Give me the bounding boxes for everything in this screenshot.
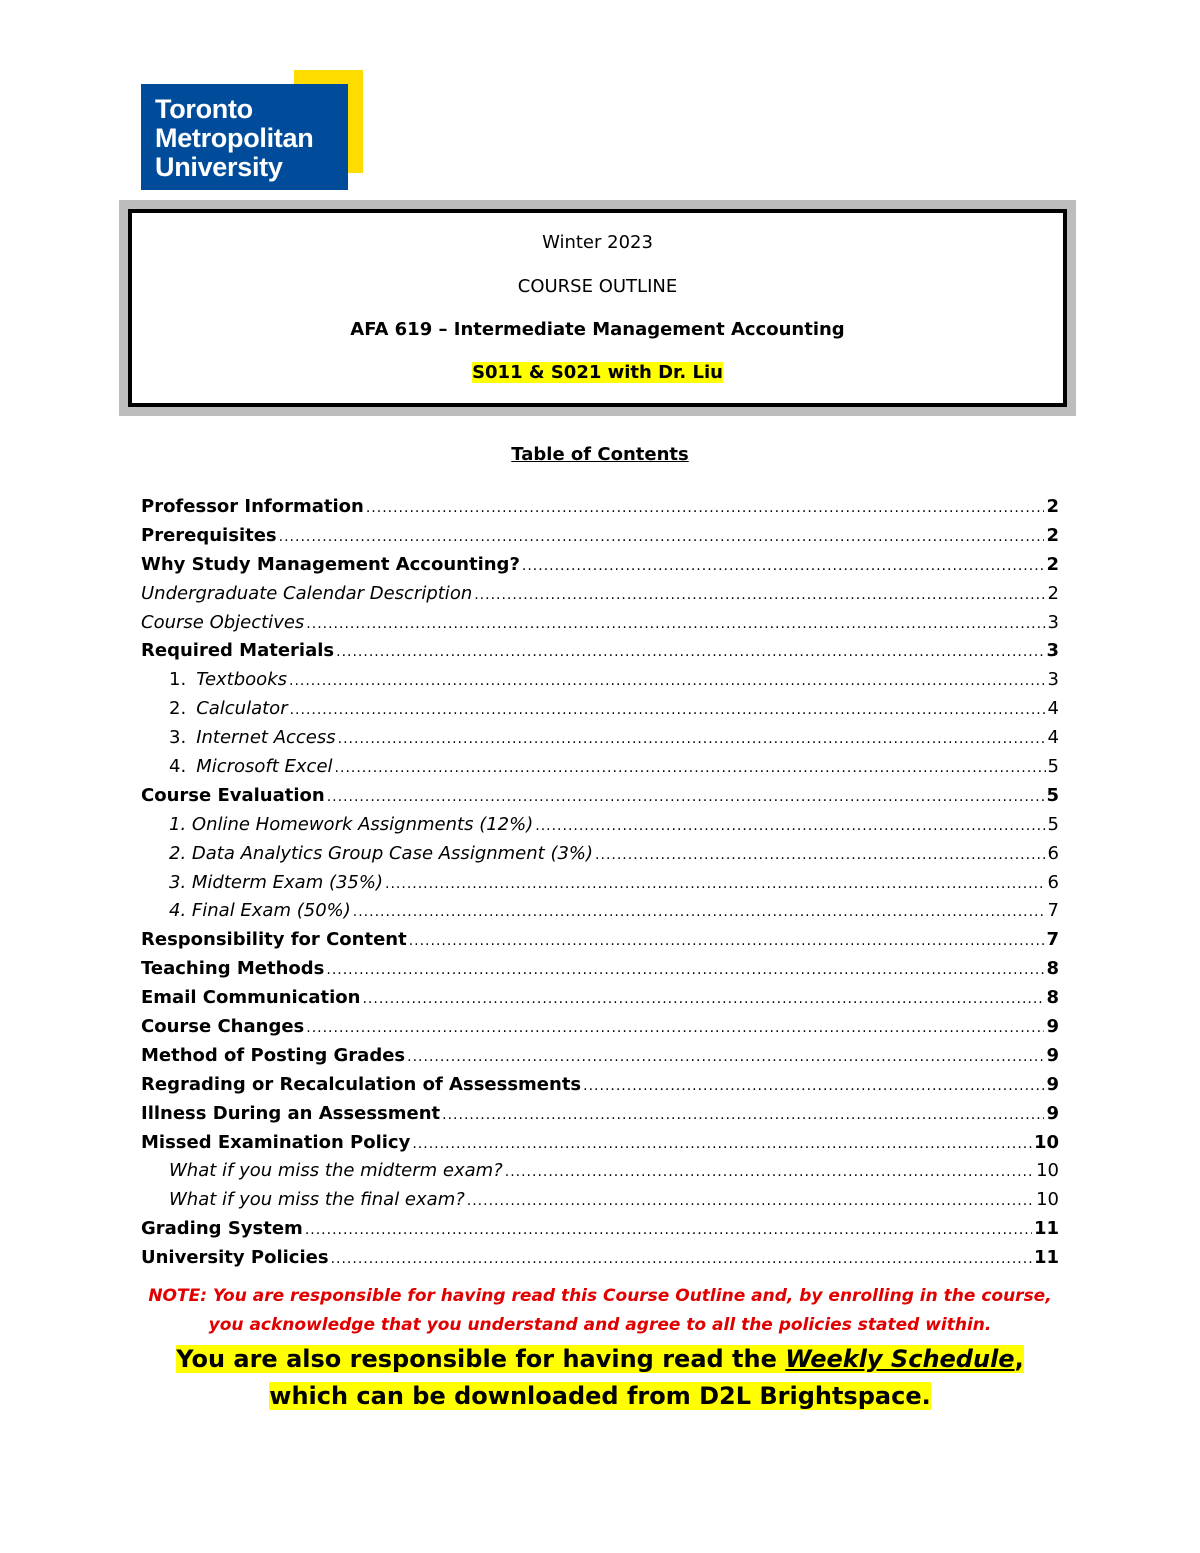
toc-entry-page: 2 [1046, 524, 1059, 546]
toc-dot-leader [290, 696, 1046, 725]
toc-entry-label: Grading System [141, 1218, 303, 1240]
toc-entry-page: 11 [1033, 1247, 1059, 1269]
university-logo [141, 70, 363, 192]
toc-dot-leader [407, 1043, 1044, 1072]
toc-entry-page: 6 [1047, 842, 1059, 864]
toc-entry-number: 2. [169, 698, 187, 720]
toc-entry[interactable] [141, 1013, 1059, 1042]
toc-entry[interactable] [141, 1244, 1059, 1273]
toc-entry-text [169, 724, 336, 753]
toc-entry-page: 9 [1046, 1073, 1059, 1095]
toc-entry-label: What if you miss the midterm exam? [169, 1160, 503, 1182]
toc-entry-text [169, 695, 288, 724]
toc-dot-leader [583, 1072, 1044, 1101]
toc-dot-leader [327, 783, 1045, 812]
toc-entry[interactable] [141, 753, 1059, 782]
toc-entry-page: 2 [1046, 496, 1059, 517]
toc-entry-text [141, 1129, 410, 1158]
toc-entry-label: Microsoft Excel [196, 756, 333, 778]
logo-line-1: Toronto [155, 94, 253, 124]
toc-entry-text [141, 580, 472, 609]
toc-entry[interactable] [141, 580, 1059, 609]
toc-entry-label: What if you miss the final exam? [169, 1189, 465, 1211]
toc-entry-label: Illness During an Assessment [141, 1102, 441, 1124]
toc-entry-number: 3. [169, 727, 187, 749]
weekly-schedule-link[interactable]: Weekly Schedule [785, 1345, 1015, 1373]
weekly-line-2-text: which can be downloaded from D2L Brightspace. [269, 1382, 931, 1410]
toc-entry-page: 3 [1047, 611, 1059, 633]
toc-entry-text [141, 1071, 581, 1100]
toc-dot-leader [306, 1014, 1044, 1043]
logo-line-3: University [155, 152, 283, 182]
toc-entry-page: 2 [1047, 582, 1059, 604]
toc-entry[interactable] [141, 1100, 1059, 1129]
toc-entry[interactable] [141, 1215, 1059, 1244]
toc-entry-label: Method of Posting Grades [141, 1044, 406, 1066]
toc-entry-page: 3 [1046, 640, 1059, 662]
toc-entry-label: Undergraduate Calendar Description [141, 582, 473, 604]
toc-entry[interactable] [141, 1071, 1059, 1100]
toc-entry-page: 10 [1036, 1160, 1059, 1182]
toc-entry[interactable] [141, 493, 1059, 522]
toc-entry[interactable] [141, 609, 1059, 638]
note-line-2: you acknowledge that you understand and agree to all the policies stated within. [208, 1315, 992, 1335]
toc-dot-leader [335, 754, 1046, 783]
toc-entry-page: 7 [1046, 929, 1059, 951]
toc-entry-number: 1. [169, 669, 187, 691]
toc-entry[interactable] [141, 666, 1059, 695]
toc-entry[interactable] [141, 955, 1059, 984]
toc-entry-page: 8 [1046, 987, 1059, 1009]
weekly-line-1-pre: You are also responsible for having read the [176, 1345, 786, 1373]
toc-entry-page: 2 [1046, 553, 1059, 575]
course-title [119, 319, 1076, 340]
toc-entry[interactable] [141, 1186, 1059, 1215]
toc-entry-page: 4 [1047, 727, 1059, 749]
toc-entry-text [169, 666, 287, 695]
toc-dot-leader [535, 812, 1045, 841]
toc-dot-leader [336, 638, 1044, 667]
toc-entry-text [169, 869, 383, 898]
toc-entry-text [141, 609, 304, 638]
toc-entry-label: 3. Midterm Exam (35%) [169, 871, 384, 893]
toc-entry-text [141, 493, 364, 522]
toc-dot-leader [362, 985, 1044, 1014]
toc-dot-leader [409, 927, 1045, 956]
toc-dot-leader [338, 725, 1046, 754]
toc-dot-leader [306, 610, 1045, 639]
toc-entry[interactable] [141, 984, 1059, 1013]
course-title-text: AFA 619 – Intermediate Management Accounting [350, 319, 845, 340]
toc-entry-label: 2. Data Analytics Group Case Assignment (3%) [169, 842, 594, 864]
toc-entry-text [141, 955, 324, 984]
toc-dot-leader [595, 841, 1046, 870]
toc-entry-text [141, 551, 520, 580]
toc-entry-text [169, 1157, 503, 1186]
toc-dot-leader [366, 494, 1045, 523]
section-text: S011 & S021 with Dr. Liu [472, 362, 723, 383]
toc-entry-page: 7 [1047, 900, 1059, 922]
toc-entry[interactable] [141, 782, 1059, 811]
toc-entry-label: Email Communication [141, 987, 361, 1009]
toc-entry-page: 5 [1047, 813, 1059, 835]
toc-dot-leader [505, 1158, 1034, 1187]
toc-entry-number: 4. [169, 756, 187, 778]
toc-entry[interactable] [141, 1129, 1059, 1158]
toc-entry-text [141, 637, 334, 666]
table-of-contents [141, 493, 1059, 1273]
toc-entry-label: Required Materials [141, 640, 335, 662]
toc-entry-text [141, 522, 277, 551]
toc-entry-label: Teaching Methods [141, 958, 325, 980]
toc-dot-leader [474, 581, 1045, 610]
logo-line-2: Metropolitan [155, 123, 314, 153]
toc-dot-leader [385, 870, 1046, 899]
toc-entry-text [169, 811, 533, 840]
toc-entry-label: Internet Access [196, 727, 336, 749]
toc-entry-text [141, 1042, 405, 1071]
toc-entry-label: Prerequisites [141, 524, 277, 546]
toc-entry-label: 1. Online Homework Assignments (12%) [169, 813, 534, 835]
toc-entry-label: Course Evaluation [141, 784, 325, 806]
toc-entry-text [169, 1186, 465, 1215]
toc-entry[interactable] [141, 811, 1059, 840]
toc-entry-label: Course Objectives [141, 611, 305, 633]
toc-entry-text [141, 1215, 303, 1244]
toc-dot-leader [331, 1245, 1032, 1274]
toc-entry-label: Responsibility for Content [141, 929, 407, 951]
toc-entry-page: 11 [1033, 1218, 1059, 1240]
toc-entry-page: 10 [1036, 1189, 1059, 1211]
toc-dot-leader [522, 552, 1045, 581]
toc-entry-page: 6 [1047, 871, 1059, 893]
toc-entry-label: Why Study Management Accounting? [141, 553, 520, 575]
toc-entry-page: 8 [1046, 958, 1059, 980]
toc-entry[interactable] [141, 522, 1059, 551]
toc-entry-label: Calculator [196, 698, 288, 720]
toc-entry[interactable] [141, 869, 1059, 898]
toc-entry[interactable] [141, 637, 1059, 666]
toc-entry-page: 5 [1047, 756, 1059, 778]
toc-dot-leader [279, 523, 1045, 552]
toc-entry-page: 9 [1046, 1044, 1059, 1066]
toc-entry[interactable] [141, 695, 1059, 724]
toc-entry-label: Textbooks [196, 669, 287, 691]
toc-entry-page: 9 [1046, 1016, 1059, 1038]
toc-entry-label: Professor Information [141, 496, 364, 517]
weekly-line-1-post: , [1014, 1345, 1024, 1373]
toc-dot-leader [326, 956, 1044, 985]
toc-title: Table of Contents [511, 444, 689, 465]
toc-dot-leader [442, 1101, 1044, 1130]
toc-entry-label: University Policies [141, 1247, 329, 1269]
toc-entry[interactable] [141, 1042, 1059, 1071]
toc-entry[interactable] [141, 840, 1059, 869]
toc-entry-page: 10 [1033, 1131, 1059, 1153]
toc-entry-text [169, 753, 333, 782]
toc-entry-text [169, 897, 351, 926]
weekly-line-1-highlight [176, 1345, 1023, 1373]
term-label: Winter 2023 [542, 232, 653, 253]
toc-entry[interactable] [141, 926, 1059, 955]
doc-type-label: COURSE OUTLINE [517, 276, 678, 297]
toc-entry[interactable] [141, 1157, 1059, 1186]
toc-entry-page: 3 [1047, 669, 1059, 691]
section-line [119, 362, 1076, 383]
toc-entry-label: Missed Examination Policy [141, 1131, 411, 1153]
toc-entry-text [141, 1100, 440, 1129]
toc-entry[interactable] [141, 551, 1059, 580]
note-line-1: NOTE: You are responsible for having read this Course Outline and, by enrolling in the course, [148, 1286, 1052, 1306]
toc-entry[interactable] [141, 724, 1059, 753]
toc-entry-text [141, 1013, 304, 1042]
weekly-schedule-line-2 [0, 1382, 1200, 1410]
toc-entry-text [141, 984, 360, 1013]
toc-entry-label: 4. Final Exam (50%) [169, 900, 351, 922]
toc-dot-leader [353, 898, 1046, 927]
toc-dot-leader [467, 1187, 1034, 1216]
toc-entry-text [141, 926, 407, 955]
toc-entry-page: 9 [1046, 1102, 1059, 1124]
toc-entry-label: Course Changes [141, 1016, 305, 1038]
toc-entry[interactable] [141, 897, 1059, 926]
logo-blue-block [141, 84, 348, 190]
toc-entry-page: 4 [1047, 698, 1059, 720]
toc-dot-leader [412, 1130, 1032, 1159]
toc-dot-leader [289, 667, 1046, 696]
weekly-schedule-line-1 [0, 1345, 1200, 1373]
toc-dot-leader [305, 1216, 1032, 1245]
toc-entry-text [169, 840, 593, 869]
toc-entry-label: Regrading or Recalculation of Assessments [141, 1073, 582, 1095]
toc-entry-text [141, 1244, 329, 1273]
toc-entry-page: 5 [1046, 784, 1059, 806]
toc-entry-text [141, 782, 325, 811]
